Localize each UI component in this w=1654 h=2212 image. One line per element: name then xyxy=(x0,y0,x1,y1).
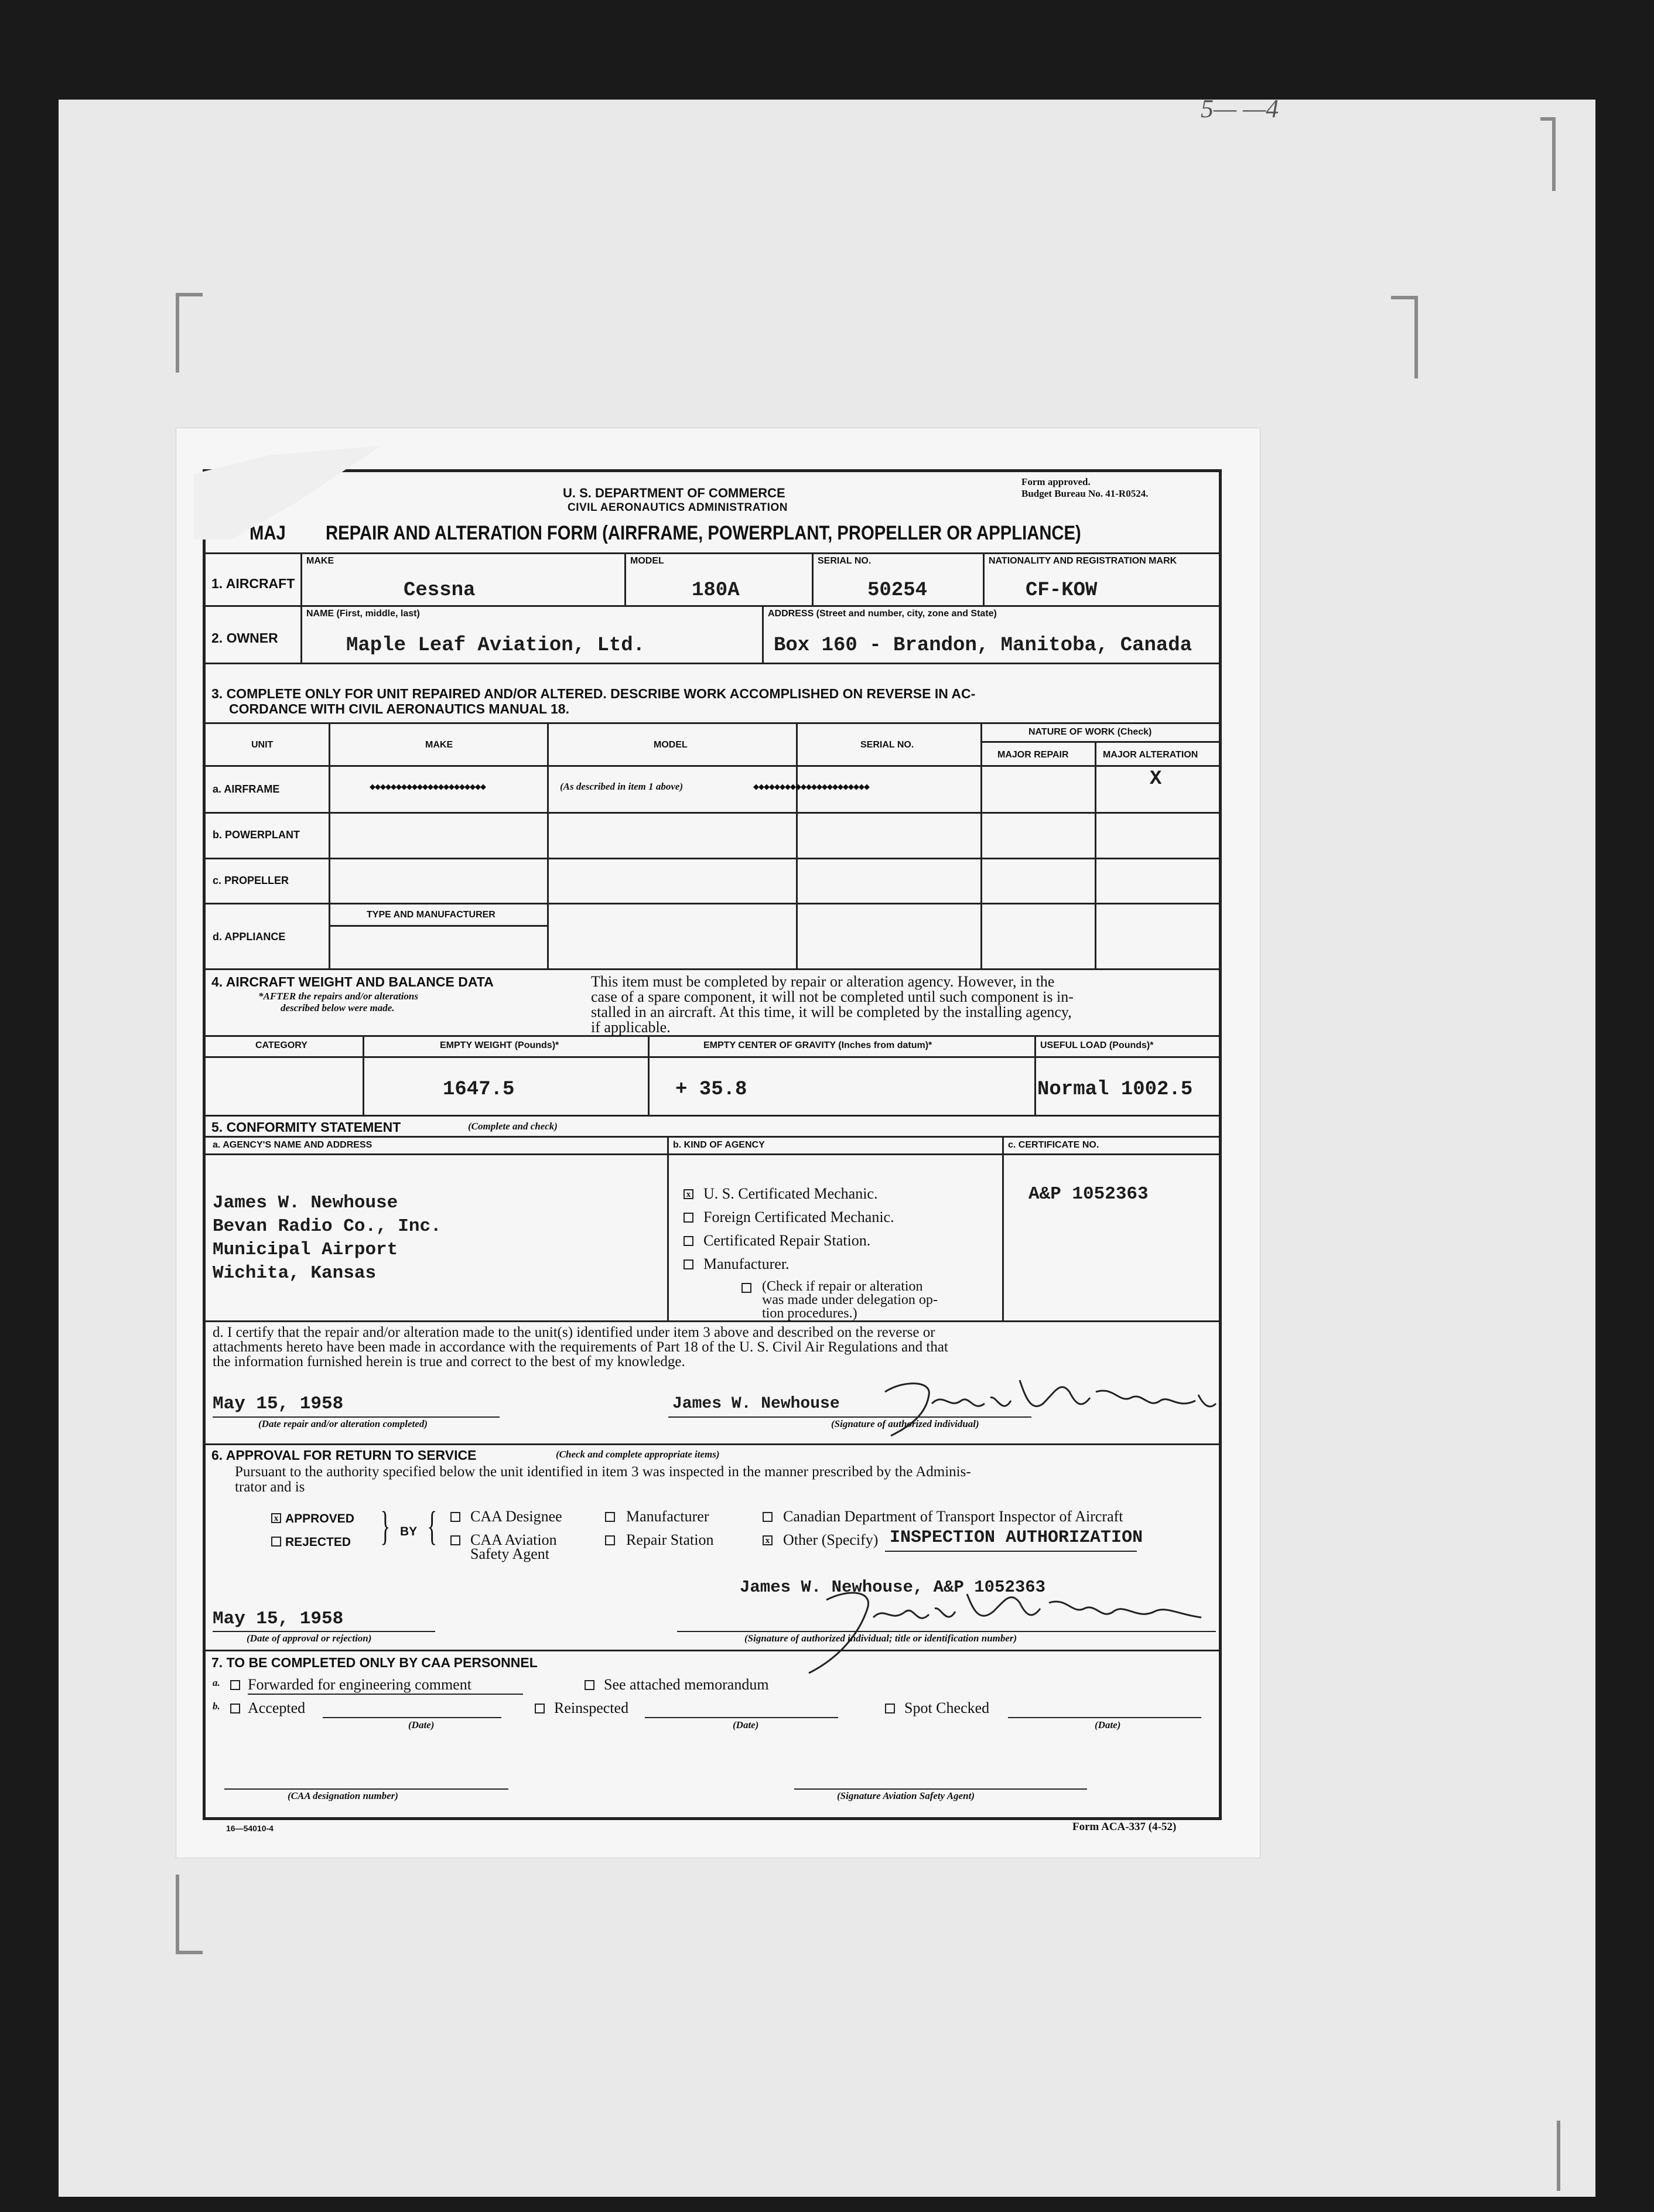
memorandum-label: See attached memorandum xyxy=(604,1676,769,1693)
airframe-desc: (As described in item 1 above) xyxy=(560,781,684,792)
rule xyxy=(203,903,1219,904)
handwritten-signature-approval xyxy=(791,1576,1213,1676)
approved-checkbox[interactable]: x xyxy=(271,1513,281,1523)
aircraft-label: 1. AIRCRAFT xyxy=(211,576,295,591)
rule xyxy=(624,552,626,605)
rejected-label: REJECTED xyxy=(285,1535,351,1549)
sec5-title-note: (Complete and check) xyxy=(468,1121,558,1132)
approved-label: APPROVED xyxy=(285,1512,354,1525)
rule xyxy=(812,552,814,605)
date-line xyxy=(213,1416,500,1418)
agency-line: James W. Newhouse xyxy=(213,1193,398,1213)
spot-checked-date-line xyxy=(1008,1717,1201,1718)
caa-agent-label: CAA Aviation xyxy=(470,1531,557,1548)
rule xyxy=(203,552,1219,554)
crop-mark-bottom-left xyxy=(176,1875,203,1954)
aircraft-model: 180A xyxy=(692,579,740,602)
rule xyxy=(203,1153,1219,1155)
rule xyxy=(203,968,1219,970)
rule xyxy=(1095,741,1096,968)
rule xyxy=(796,722,798,968)
agent-signature-line xyxy=(794,1788,1087,1790)
sec4-para-2: case of a spare component, it will not be completed until such component is in- xyxy=(591,988,1074,1005)
crop-mark-lower-right-edge xyxy=(1546,2121,1560,2191)
powerplant-row: b. POWERPLANT xyxy=(213,829,300,841)
sec7-a: a. xyxy=(213,1677,220,1688)
brace-left: } xyxy=(380,1504,391,1549)
approval-signature-label: (Signature of authorized individual; title or identification number) xyxy=(744,1633,1017,1644)
canadian-dot-label: Canadian Department of Transport Inspector of Aircraft xyxy=(783,1508,1123,1525)
rule xyxy=(203,1115,1219,1117)
header-approved: Form approved. xyxy=(1021,476,1091,487)
footer-left: 16—54010-4 xyxy=(226,1824,274,1833)
header-budget: Budget Bureau No. 41-R0524. xyxy=(1021,488,1149,499)
serial-label: SERIAL NO. xyxy=(818,556,872,566)
delegation-text: (Check if repair or alteration xyxy=(762,1279,923,1294)
accepted-date-line xyxy=(323,1717,501,1718)
registration-mark: CF-KOW xyxy=(1026,579,1098,602)
caa-designee-label: CAA Designee xyxy=(470,1508,562,1525)
manufacturer-checkbox[interactable] xyxy=(684,1259,693,1269)
rule xyxy=(300,552,302,664)
signature-label: (Signature of authorized individual) xyxy=(831,1418,979,1429)
rule xyxy=(203,1320,1219,1322)
forwarded-line xyxy=(248,1694,523,1695)
sec3-title-2: CORDANCE WITH CIVIL AERONAUTICS MANUAL 18. xyxy=(229,701,569,716)
airframe-row: a. AIRFRAME xyxy=(213,783,280,795)
reinspected-date-label: (Date) xyxy=(733,1719,759,1730)
other-label: Other (Specify) xyxy=(783,1531,879,1548)
cg-col: EMPTY CENTER OF GRAVITY (Inches from datum)* xyxy=(703,1040,932,1050)
owner-name-label: NAME (First, middle, last) xyxy=(306,609,420,619)
sec4-para-4: if applicable. xyxy=(591,1019,671,1036)
accepted-date-label: (Date) xyxy=(408,1719,435,1730)
footer-right: Form ACA-337 (4-52) xyxy=(1072,1821,1177,1833)
sec4-para-1: This item must be completed by repair or alteration agency. However, in the xyxy=(591,973,1055,990)
header-dept: U. S. DEPARTMENT OF COMMERCE xyxy=(563,486,785,500)
rule xyxy=(203,663,1219,664)
rule xyxy=(203,1443,1219,1445)
empty-weight-value: 1647.5 xyxy=(443,1078,515,1101)
us-mechanic-checkbox[interactable]: x xyxy=(684,1189,693,1199)
certify-line: attachments hereto have been made in accordance with the requirements of Part 18 of the U. S. Civil Air Regulations and that xyxy=(213,1339,948,1355)
agency-line: Bevan Radio Co., Inc. xyxy=(213,1216,442,1237)
rule xyxy=(980,722,982,968)
spot-checked-checkbox[interactable] xyxy=(885,1704,895,1713)
agency-label: a. AGENCY'S NAME AND ADDRESS xyxy=(213,1140,373,1150)
rule xyxy=(203,858,1219,859)
sec5-title: 5. CONFORMITY STATEMENT xyxy=(211,1119,401,1135)
agent-signature-label: (Signature Aviation Safety Agent) xyxy=(837,1790,975,1801)
accepted-label: Accepted xyxy=(248,1699,306,1716)
repair-station-approval-checkbox[interactable] xyxy=(605,1535,615,1545)
owner-address-label: ADDRESS (Street and number, city, zone and State) xyxy=(768,609,997,619)
major-repair-col: MAJOR REPAIR xyxy=(997,750,1069,760)
appliance-row: d. APPLIANCE xyxy=(213,931,286,943)
approval-date-line xyxy=(213,1631,435,1632)
sec6-para-1: Pursuant to the authority specified below the unit identified in item 3 was inspected in the manner prescribed by the Adminis- xyxy=(235,1464,971,1480)
canadian-dot-checkbox[interactable] xyxy=(763,1512,773,1522)
other-value: INSPECTION AUTHORIZATION xyxy=(890,1528,1143,1548)
caa-agent-checkbox[interactable] xyxy=(450,1535,460,1545)
crop-mark-top-right xyxy=(1391,296,1418,378)
cg-value: + 35.8 xyxy=(675,1078,747,1101)
crop-mark-top-left xyxy=(176,293,203,373)
useful-load-value: Normal 1002.5 xyxy=(1037,1078,1193,1101)
sec4-title: 4. AIRCRAFT WEIGHT AND BALANCE DATA xyxy=(211,974,494,989)
certificate-label: c. CERTIFICATE NO. xyxy=(1008,1140,1099,1150)
rule xyxy=(203,1056,1219,1058)
sec3-title-1: 3. COMPLETE ONLY FOR UNIT REPAIRED AND/OR ALTERED. DESCRIBE WORK ACCOMPLISHED ON REVERSE IN AC- xyxy=(211,686,976,701)
certificate-number: A&P 1052363 xyxy=(1028,1184,1149,1204)
rule xyxy=(983,552,985,605)
rule xyxy=(203,765,1219,767)
rejected-checkbox[interactable] xyxy=(271,1537,281,1547)
rule xyxy=(203,1136,1219,1138)
propeller-row: c. PROPELLER xyxy=(213,875,289,886)
sec6-title-note: (Check and complete appropriate items) xyxy=(556,1449,720,1460)
form-title-a: MAJ xyxy=(250,522,286,544)
approval-date-label: (Date of approval or rejection) xyxy=(247,1633,372,1644)
caa-agent-label: Safety Agent xyxy=(470,1545,550,1562)
rule xyxy=(648,1035,650,1115)
date-completed-label: (Date repair and/or alteration completed) xyxy=(258,1418,428,1429)
manufacturer-approval-checkbox[interactable] xyxy=(605,1512,615,1522)
top-scrawl: 5— —4 xyxy=(1201,94,1279,123)
approval-date: May 15, 1958 xyxy=(213,1609,344,1629)
make-label: MAKE xyxy=(306,556,334,566)
rule xyxy=(667,1136,669,1320)
nationality-label: NATIONALITY AND REGISTRATION MARK xyxy=(989,556,1177,566)
aircraft-serial: 50254 xyxy=(867,579,928,602)
rule xyxy=(363,1035,364,1115)
repair-station-approval-label: Repair Station xyxy=(626,1531,714,1548)
caa-designation-line xyxy=(224,1788,508,1790)
certify-line: d. I certify that the repair and/or alteration made to the unit(s) identified under item 3 above and described on the reverse or xyxy=(213,1325,935,1340)
major-alteration-mark: X xyxy=(1150,768,1162,790)
model-col: MODEL xyxy=(654,740,688,750)
delegation-text: was made under delegation op- xyxy=(762,1292,938,1308)
crop-mark-upper-right-edge xyxy=(1540,117,1556,191)
airframe-dots-right: ◆◆◆◆◆◆◆◆◆◆◆◆◆◆◆◆◆◆◆◆◆◆ xyxy=(753,782,869,791)
caa-designation-label: (CAA designation number) xyxy=(288,1790,398,1801)
rule xyxy=(1002,1136,1004,1320)
airframe-dots-left: ◆◆◆◆◆◆◆◆◆◆◆◆◆◆◆◆◆◆◆◆◆◆ xyxy=(370,782,486,791)
caa-designee-checkbox[interactable] xyxy=(450,1512,460,1522)
by-label: BY xyxy=(400,1525,418,1538)
completion-date: May 15, 1958 xyxy=(213,1394,344,1414)
kind-option: Manufacturer. xyxy=(703,1255,790,1272)
rule xyxy=(329,925,547,927)
sec6-para-2: trator and is xyxy=(235,1479,305,1495)
nature-col: NATURE OF WORK (Check) xyxy=(1028,727,1152,737)
category-col: CATEGORY xyxy=(255,1040,307,1050)
reinspected-label: Reinspected xyxy=(554,1699,629,1716)
kind-option: Certificated Repair Station. xyxy=(703,1232,871,1249)
rule xyxy=(203,1035,1219,1037)
delegation-text: tion procedures.) xyxy=(762,1306,857,1321)
kind-label: b. KIND OF AGENCY xyxy=(673,1140,765,1150)
make-col: MAKE xyxy=(425,740,453,750)
rule xyxy=(203,812,1219,814)
sec4-note-2: described below were made. xyxy=(281,1002,395,1013)
agency-line: Municipal Airport xyxy=(213,1240,398,1260)
rule xyxy=(203,722,1219,724)
owner-label: 2. OWNER xyxy=(211,630,278,646)
rule xyxy=(329,722,330,968)
spot-checked-label: Spot Checked xyxy=(904,1699,990,1716)
forwarded-label: Forwarded for engineering comment xyxy=(248,1676,471,1693)
form-title: REPAIR AND ALTERATION FORM (AIRFRAME, POWERPLANT, PROPELLER OR APPLIANCE) xyxy=(326,522,1081,544)
sec7-b: b. xyxy=(213,1701,220,1712)
aircraft-make: Cessna xyxy=(404,579,476,602)
forwarded-checkbox[interactable] xyxy=(230,1680,240,1690)
empty-weight-col: EMPTY WEIGHT (Pounds)* xyxy=(440,1040,559,1050)
sec7-title: 7. TO BE COMPLETED ONLY BY CAA PERSONNEL xyxy=(211,1655,538,1670)
model-label: MODEL xyxy=(630,556,664,566)
other-line xyxy=(885,1551,1137,1552)
sec4-para-3: stalled in an aircraft. At this time, it will be completed by the installing agency, xyxy=(591,1003,1072,1020)
delegation-checkbox[interactable] xyxy=(741,1283,751,1293)
type-manufacturer-label: TYPE AND MANUFACTURER xyxy=(367,910,495,920)
serial-col: SERIAL NO. xyxy=(860,740,914,750)
form-aca-337 xyxy=(176,428,1260,1858)
agency-line: Wichita, Kansas xyxy=(213,1263,377,1283)
spot-checked-date-label: (Date) xyxy=(1095,1719,1121,1730)
rule xyxy=(547,722,549,968)
memorandum-checkbox[interactable] xyxy=(585,1680,594,1690)
approval-signer: James W. Newhouse, A&P 1052363 xyxy=(740,1578,1046,1597)
handwritten-signature xyxy=(867,1368,1219,1439)
kind-option: Foreign Certificated Mechanic. xyxy=(703,1209,894,1226)
accepted-checkbox[interactable] xyxy=(230,1704,240,1713)
repair-station-checkbox[interactable] xyxy=(684,1236,693,1246)
brace-right: { xyxy=(427,1504,438,1549)
header-admin: CIVIL AERONAUTICS ADMINISTRATION xyxy=(568,501,788,514)
rule xyxy=(1034,1035,1036,1115)
owner-address: Box 160 - Brandon, Manitoba, Canada xyxy=(774,634,1192,657)
rule xyxy=(203,605,1219,607)
sec4-note-1: *AFTER the repairs and/or alterations xyxy=(258,991,418,1002)
reinspected-checkbox[interactable] xyxy=(535,1704,545,1713)
foreign-mechanic-checkbox[interactable] xyxy=(684,1213,693,1223)
useful-load-col: USEFUL LOAD (Pounds)* xyxy=(1040,1040,1154,1050)
rule xyxy=(762,605,764,663)
conformity-signer: James W. Newhouse xyxy=(672,1395,840,1413)
sec6-title: 6. APPROVAL FOR RETURN TO SERVICE xyxy=(211,1448,477,1463)
unit-col: UNIT xyxy=(251,740,274,750)
other-checkbox[interactable]: x xyxy=(763,1535,773,1545)
owner-name: Maple Leaf Aviation, Ltd. xyxy=(346,634,645,657)
certify-line: the information furnished herein is true and correct to the best of my knowledge. xyxy=(213,1354,685,1370)
rule xyxy=(980,741,1219,743)
kind-option: U. S. Certificated Mechanic. xyxy=(703,1185,878,1202)
major-alteration-col: MAJOR ALTERATION xyxy=(1103,750,1198,760)
manufacturer-approval-label: Manufacturer xyxy=(626,1508,709,1525)
reinspected-date-line xyxy=(645,1717,838,1718)
